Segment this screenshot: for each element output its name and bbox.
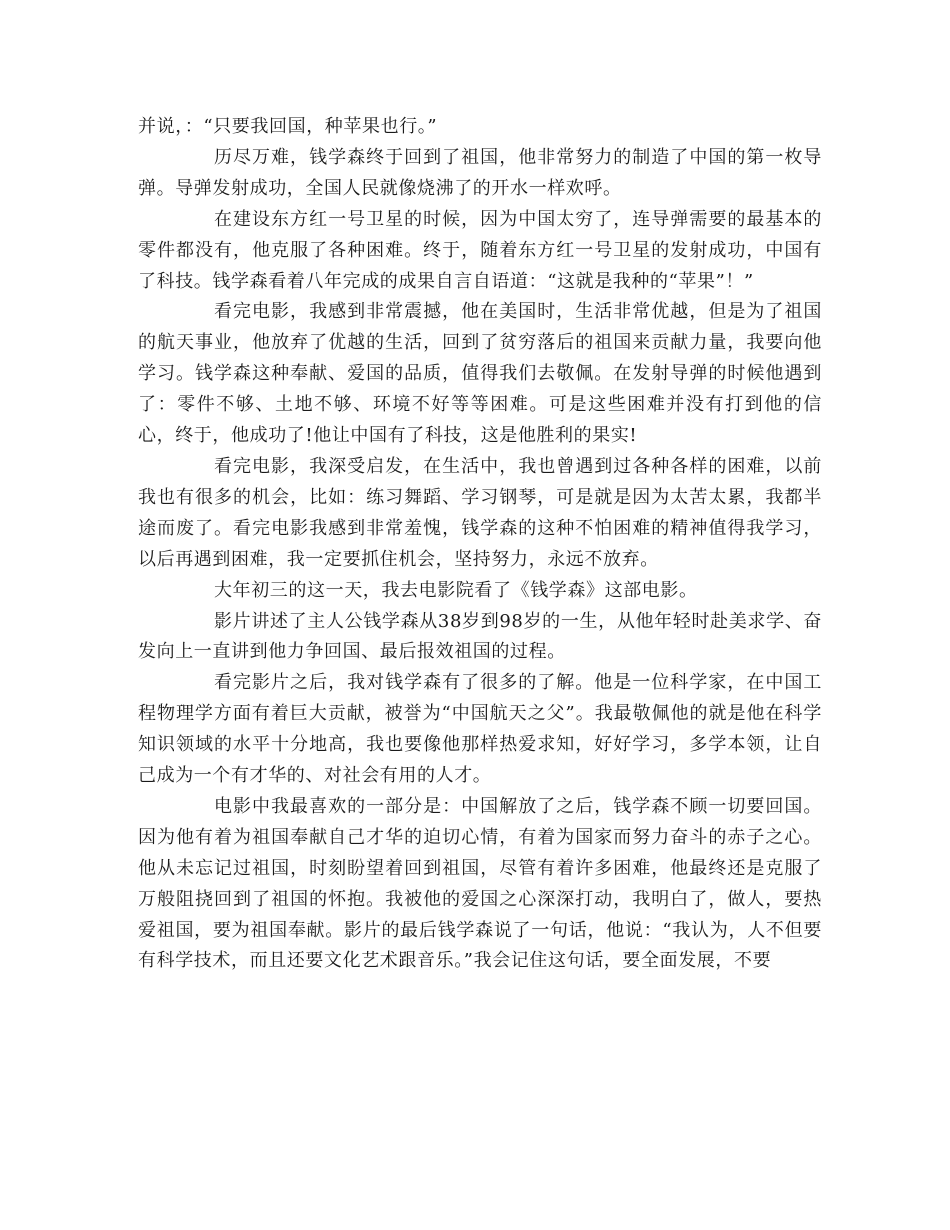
paragraph-7: 影片讲述了主人公钱学森从38岁到98岁的一生，从他年轻时赴美求学、奋发向上一直讲到他力争回国、最后报效祖国的过程。: [138, 610, 822, 663]
paragraph-8: 看完影片之后，我对钱学森有了很多的了解。他是一位科学家，在中国工程物理学方面有着巨大贡献，被誉为“中国航天之父”。我最敬佩他的就是他在科学知识领域的水平十分地高，我也要像他那样热爱求知，好好学习，多学本领，让自己成为一个有才华的、对社会有用的人才。: [138, 672, 822, 787]
paragraph-9: 电影中我最喜欢的一部分是：中国解放了之后，钱学森不顾一切要回国。因为他有着为祖国奉献自己才华的迫切心情，有着为国家而努力奋斗的赤子之心。他从未忘记过祖国，时刻盼望着回到祖国，尽管有着许多困难，他最终还是克服了万般阻挠回到了祖国的怀抱。我被他的爱国之心深深打动，我明白了，做人，要热爱祖国，要为祖国奉献。影片的最后钱学森说了一句话，他说：“我认为，人不但要有科学技术，而且还要文化艺术跟音乐。”我会记住这句话，要全面发展，不要: [138, 795, 822, 972]
paragraph-1: 并说，：“只要我回国，种苹果也行。”: [138, 116, 438, 137]
paragraph-6: 大年初三的这一天，我去电影院看了《钱学森》这部电影。: [214, 579, 698, 601]
paragraph-4: 看完电影，我感到非常震撼，他在美国时，生活非常优越，但是为了祖国的航天事业，他放弃了优越的生活，回到了贫穷落后的祖国来贡献力量，我要向他学习。钱学森这种奉献、爱国的品质，值得我们去敬佩。在发射导弹的时候他遇到了：零件不够、土地不够、环境不好等等困难。可是这些困难并没有打到他的信心，终于，他成功了!他让中国有了科技，这是他胜利的果实!: [138, 301, 822, 447]
paragraph-5: 看完电影，我深受启发，在生活中，我也曾遇到过各种各样的困难，以前我也有很多的机会，比如：练习舞蹈、学习钢琴，可是就是因为太苦太累，我都半途而废了。看完电影我感到非常羞愧，钱学森的这种不怕困难的精神值得我学习，以后再遇到困难，我一定要抓住机会，坚持努力，永远不放弃。: [138, 455, 822, 570]
document-body: [138, 112, 822, 977]
paragraph-3: 在建设东方红一号卫星的时候，因为中国太穷了，连导弹需要的最基本的零件都没有，他克服了各种困难。终于，随着东方红一号卫星的发射成功，中国有了科技。钱学森看着八年完成的成果自言自语道：“这就是我种的“苹果”！”: [138, 208, 822, 292]
paragraph-2: 历尽万难，钱学森终于回到了祖国，他非常努力的制造了中国的第一枚导弹。导弹发射成功，全国人民就像烧沸了的开水一样欢呼。: [138, 146, 822, 199]
